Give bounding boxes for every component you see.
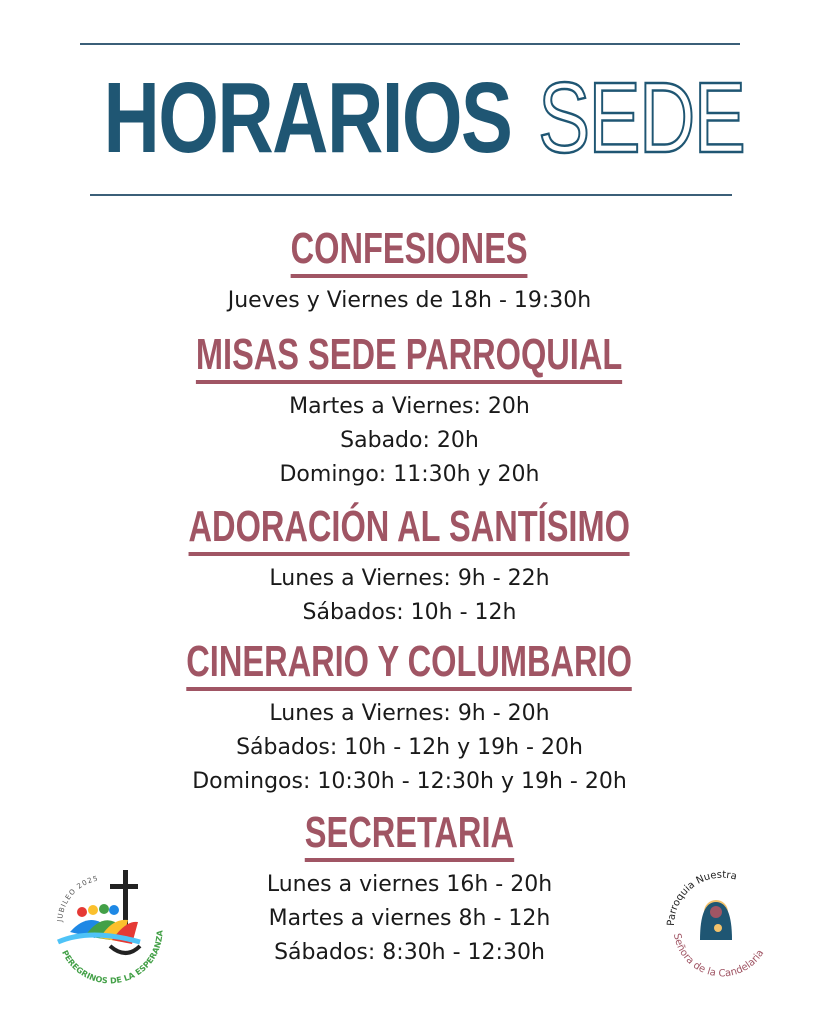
parroquia-top-text: Parroquia Nuestra (665, 869, 738, 927)
schedule-line: Lunes a Viernes: 9h - 22h (269, 566, 550, 591)
section-heading: CINERARIO Y COLUMBARIO (187, 637, 633, 691)
section-heading: ADORACIÓN AL SANTÍSIMO (189, 502, 630, 556)
svg-text:JUBILEO 2025 (56, 874, 99, 923)
schedule-line: Martes a Viernes: 20h (289, 394, 530, 419)
parroquia-logo (660, 862, 782, 984)
schedule-line: Jueves y Viernes de 18h - 19:30h (227, 288, 592, 313)
title-solid: HORARIOS (103, 62, 512, 174)
parroquia-bottom-text: Señora de la Candelaria (670, 932, 767, 980)
schedule-line: Domingo: 11:30h y 20h (279, 462, 540, 487)
section-cinerario (0, 637, 819, 799)
section-heading: SECRETARIA (305, 808, 514, 862)
section-heading: MISAS SEDE PARROQUIAL (196, 330, 622, 384)
bottom-divider (90, 194, 732, 196)
title-outline: SEDE (537, 62, 745, 174)
schedule-line: Martes a viernes 8h - 12h (268, 906, 551, 931)
jubileo-top-text: JUBILEO 2025 (55, 874, 100, 923)
section-heading: CONFESIONES (291, 224, 528, 278)
jubileo-logo (40, 860, 170, 990)
schedule-line: Sábados: 10h - 12h y 19h - 20h (236, 735, 583, 760)
schedule-line: Sábados: 10h - 12h (302, 600, 517, 625)
schedule-line: Domingos: 10:30h - 12:30h y 19h - 20h (192, 769, 627, 794)
schedule-line: Sabado: 20h (340, 428, 479, 453)
section-adoracion (0, 502, 819, 630)
schedule-line: Lunes a Viernes: 9h - 20h (269, 701, 550, 726)
section-misas (0, 330, 819, 492)
top-divider (80, 43, 740, 45)
schedule-line: Sábados: 8:30h - 12:30h (274, 940, 545, 965)
schedule-line: Lunes a viernes 16h - 20h (266, 872, 553, 897)
jubileo-bottom-text: PEREGRINOS DE LA ESPERANZA (60, 929, 165, 986)
page-title (0, 58, 819, 178)
section-confesiones (0, 224, 819, 318)
